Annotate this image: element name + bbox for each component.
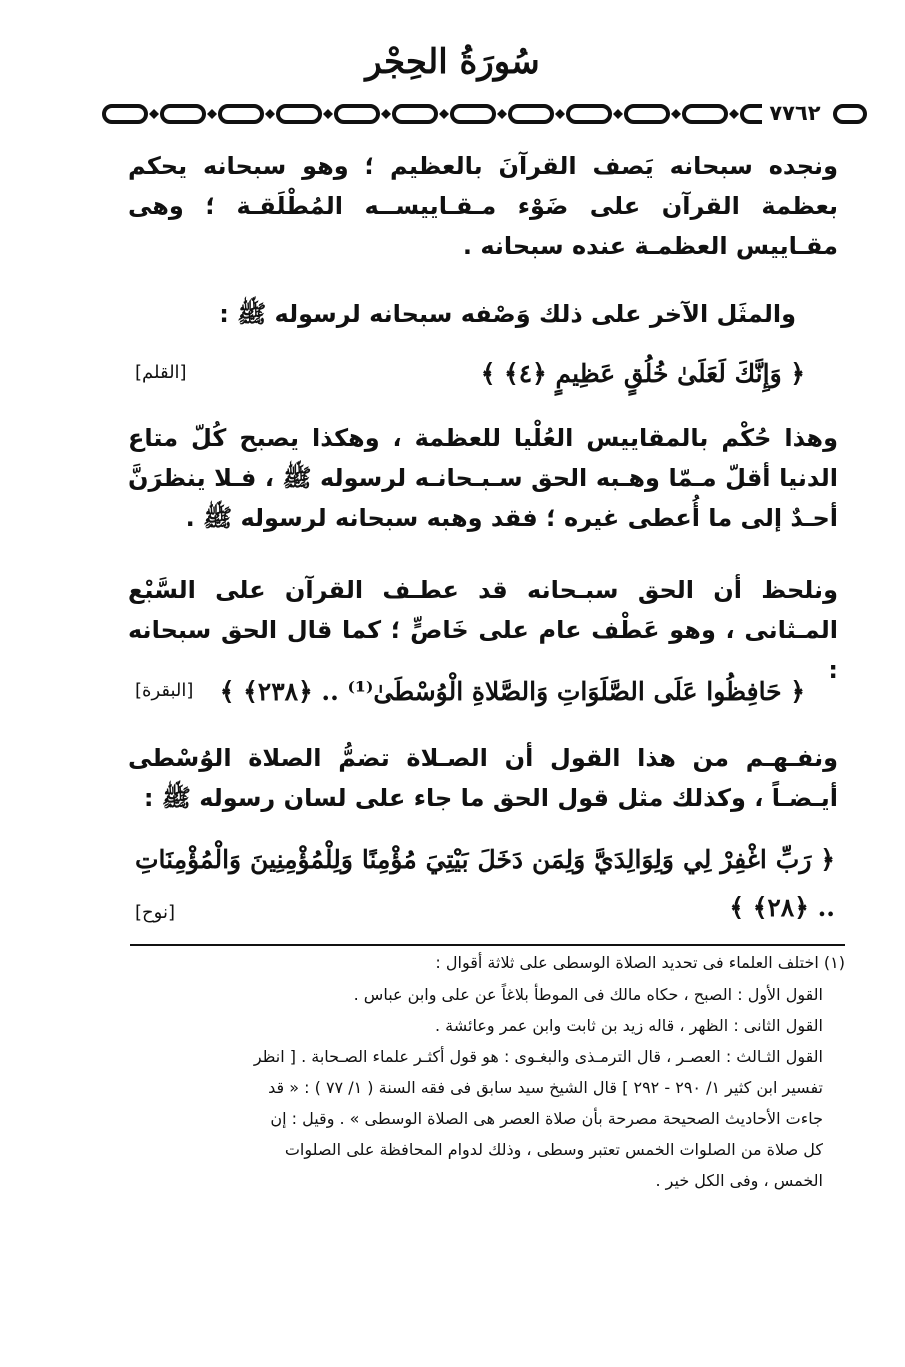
chain-link-icon — [568, 106, 610, 122]
chain-link-icon — [510, 106, 552, 122]
chain-link-icon — [394, 106, 436, 122]
chain-link-icon — [626, 106, 668, 122]
footnote-line: تفسير ابن كثير ١/ ٢٩٠ - ٢٩٢ ] قال الشيخ سيد سابق فى فقه السنة ( ١/ ٧٧ ) : « قد — [268, 1078, 823, 1097]
footnote-line: الخمس ، وفى الكل خير . — [655, 1171, 823, 1190]
paragraph-3: وهذا حُكْم بالمقاييس العُلْيا للعظمة ، وهكذا يصبح كُلّ متاع الدنيا أقلّ مـمّا وهـبه الحق سـبـحانـه لرسوله ﷺ ، فـلا ينظرَنَّ أحـدٌ إلى ما أُعطى غيره ؛ فقد وهبه سبحانه لرسوله ﷺ . — [128, 424, 838, 532]
diamond-icon — [265, 109, 275, 119]
chain-link-icon — [104, 106, 146, 122]
diamond-icon — [149, 109, 159, 119]
verse-baqarah — [135, 670, 805, 714]
surah-title: سُورَةُ الحِجْر — [365, 42, 540, 82]
diamond-icon — [613, 109, 623, 119]
paragraph-4: ونلحظ أن الحق سبـحانه قد عطـف القرآن على السَّبْع المـثانى ، وهو عَطْف عام على خَاصٍّ ؛ كما قال الحق سبحانه : — [128, 576, 838, 684]
diamond-icon — [381, 109, 391, 119]
chain-end-icon — [835, 106, 865, 122]
footnote-line: القول الأول : الصبح ، حكاه مالك فى الموطأ بلاغاً عن على وابن عباس . — [353, 985, 823, 1004]
verse-nuh: ﴿ رَبِّ اغْفِرْ لِي وَلِوَالِدَيَّ وَلِمَن دَخَلَ بَيْتِيَ مُؤْمِنًا وَلِلْمُؤْمِنِينَ وَالْمُؤْمِنَاتِ .. ﴿٢٨﴾ ﴾ — [135, 845, 835, 922]
paragraph-5: ونفـهـم من هذا القول أن الصـلاة تضمُّ الصلاة الوُسْطى أيـضـاً ، وكذلك مثل قول الحق ما جاء على لسان رسوله ﷺ : — [128, 744, 838, 812]
verse-text: ﴿ وَإِنَّكَ لَعَلَىٰ خُلُقٍ عَظِيمٍ ﴿٤﴾ ﴾ — [480, 359, 805, 388]
footnote-line: القول الثـالث : العصـر ، قال الترمـذى والبغـوى : هو قول أكثـر علماء الصـحابة . [ انظر — [253, 1047, 823, 1066]
diamond-icon — [729, 109, 739, 119]
footnote-line: القول الثانى : الظهر ، قاله زيد بن ثابت وابن عمر وعائشة . — [435, 1016, 823, 1035]
diamond-icon — [323, 109, 333, 119]
verse-qalam — [135, 352, 805, 396]
surah-reference: [القلم] — [135, 362, 187, 383]
footnote-line: جاءت الأحاديث الصحيحة مصرحة بأن صلاة العصر هى الصلاة الوسطى » . وقيل : إن — [270, 1109, 823, 1128]
paragraph-1: ونجده سبحانه يَصف القرآنَ بالعظيم ؛ وهو سبحانه يحكم بعظمة القرآن على ضَوْء مـقـاييســه المُطْلَقـة ؛ وهى مقـاييس العظمـة عنده سبحانه . — [128, 152, 838, 260]
footnote-line: كل صلاة من الصلوات الخمس تعتبر وسطى ، وذلك لدوام المحافظة على الصلوات — [284, 1140, 823, 1159]
chain-link-icon — [162, 106, 204, 122]
diamond-icon — [555, 109, 565, 119]
diamond-icon — [497, 109, 507, 119]
diamond-icon — [207, 109, 217, 119]
chain-link-icon — [220, 106, 262, 122]
chain-link-icon — [684, 106, 726, 122]
chain-link-icon — [278, 106, 320, 122]
chain-link-icon — [336, 106, 378, 122]
footnote-divider — [130, 944, 845, 946]
paragraph-2: والمثَل الآخر على ذلك وَصْفه سبحانه لرسوله ﷺ : — [219, 300, 796, 328]
diamond-icon — [671, 109, 681, 119]
chain-ornament-icon — [100, 98, 870, 132]
ornamental-header-band — [100, 98, 870, 132]
page-number: ٧٧٦٢ — [762, 98, 828, 128]
verse-text: ﴿ حَافِظُوا عَلَى الصَّلَوَاتِ وَالصَّلاةِ الْوُسْطَىٰ⁽¹⁾ .. ﴿٢٣٨﴾ ﴾ — [219, 677, 805, 706]
chain-link-icon — [452, 106, 494, 122]
footnote-line: (١) اختلف العلماء فى تحديد الصلاة الوسطى على ثلاثة أقوال : — [435, 953, 845, 972]
diamond-icon — [439, 109, 449, 119]
surah-reference: [البقرة] — [135, 680, 194, 701]
surah-reference: [نوح] — [135, 902, 175, 923]
